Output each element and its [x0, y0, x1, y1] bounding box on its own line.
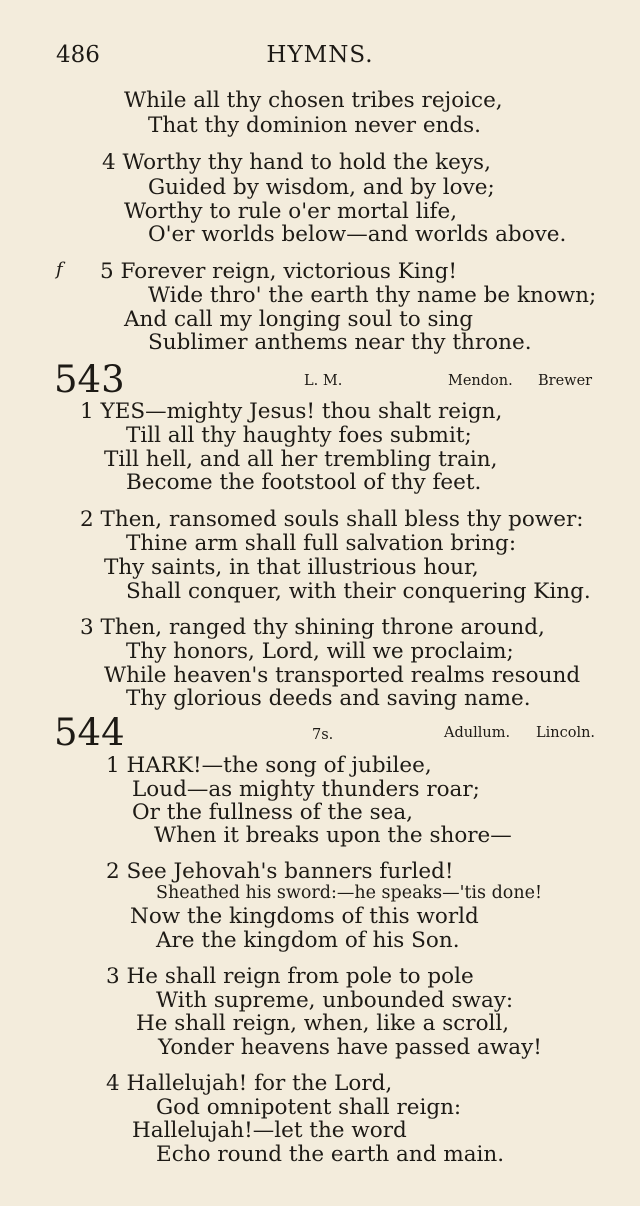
verse-line: While heaven's transported realms resound: [104, 663, 581, 688]
verse-line: Thine arm shall full salvation bring:: [126, 531, 517, 556]
verse-line: 4 Worthy thy hand to hold the keys,: [102, 150, 491, 175]
verse-line: Echo round the earth and main.: [156, 1142, 505, 1167]
hymn-number: 544: [54, 711, 125, 754]
hymn-meter: L. M.: [304, 373, 343, 389]
verse-line: 2 Then, ransomed souls shall bless thy power:: [80, 507, 584, 532]
verse-line: Till hell, and all her trembling train,: [104, 447, 498, 472]
verse-line: Thy saints, in that illustrious hour,: [104, 555, 479, 580]
verse-line: With supreme, unbounded sway:: [156, 988, 514, 1013]
page-number: 486: [56, 42, 100, 68]
composer-name: Lincoln.: [536, 725, 596, 741]
verse-line: Or the fullness of the sea,: [132, 800, 414, 825]
hymn-meter: 7s.: [312, 727, 334, 743]
verse-line: Guided by wisdom, and by love;: [148, 175, 495, 200]
verse-line: Are the kingdom of his Son.: [156, 928, 460, 953]
verse-line: 2 See Jehovah's banners furled!: [106, 859, 454, 884]
verse-line: Wide thro' the earth thy name be known;: [148, 283, 597, 308]
verse-line: 3 Then, ranged thy shining throne around,: [80, 615, 545, 640]
verse-line: Become the footstool of thy feet.: [126, 470, 482, 495]
verse-line: O'er worlds below—and worlds above.: [148, 222, 567, 247]
verse-line: Thy glorious deeds and saving name.: [126, 686, 531, 711]
running-title: HYMNS.: [266, 42, 374, 68]
verse-line: Hallelujah!—let the word: [132, 1118, 407, 1143]
verse-line: God omnipotent shall reign:: [156, 1095, 462, 1120]
verse-line: Shall conquer, with their conquering King.: [126, 579, 591, 604]
verse-line: 1 HARK!—the song of jubilee,: [106, 753, 432, 778]
dynamic-mark: f: [56, 259, 63, 280]
tune-name: Adullum.: [444, 725, 511, 741]
tune-name: Mendon.: [448, 373, 513, 389]
verse-line: While all thy chosen tribes rejoice,: [124, 88, 503, 113]
verse-line: He shall reign, when, like a scroll,: [136, 1011, 510, 1036]
composer-name: Brewer: [538, 373, 593, 389]
verse-line: Worthy to rule o'er mortal life,: [124, 199, 458, 224]
hymn-number: 543: [54, 358, 125, 401]
verse-line: 5 Forever reign, victorious King!: [100, 259, 457, 284]
verse-line: Loud—as mighty thunders roar;: [132, 777, 480, 802]
verse-line: And call my longing soul to sing: [124, 307, 474, 332]
verse-line: That thy dominion never ends.: [148, 113, 482, 138]
verse-line: Now the kingdoms of this world: [130, 904, 479, 929]
verse-line: Thy honors, Lord, will we proclaim;: [126, 639, 514, 664]
verse-line: When it breaks upon the shore—: [154, 823, 512, 848]
verse-line: Sheathed his sword:—he speaks—'tis done!: [156, 883, 542, 903]
verse-line: Sublimer anthems near thy throne.: [148, 330, 532, 355]
verse-line: 3 He shall reign from pole to pole: [106, 964, 474, 989]
verse-line: 1 YES—mighty Jesus! thou shalt reign,: [80, 399, 503, 424]
verse-line: Yonder heavens have passed away!: [158, 1035, 542, 1060]
verse-line: 4 Hallelujah! for the Lord,: [106, 1071, 393, 1096]
verse-line: Till all thy haughty foes submit;: [126, 423, 472, 448]
